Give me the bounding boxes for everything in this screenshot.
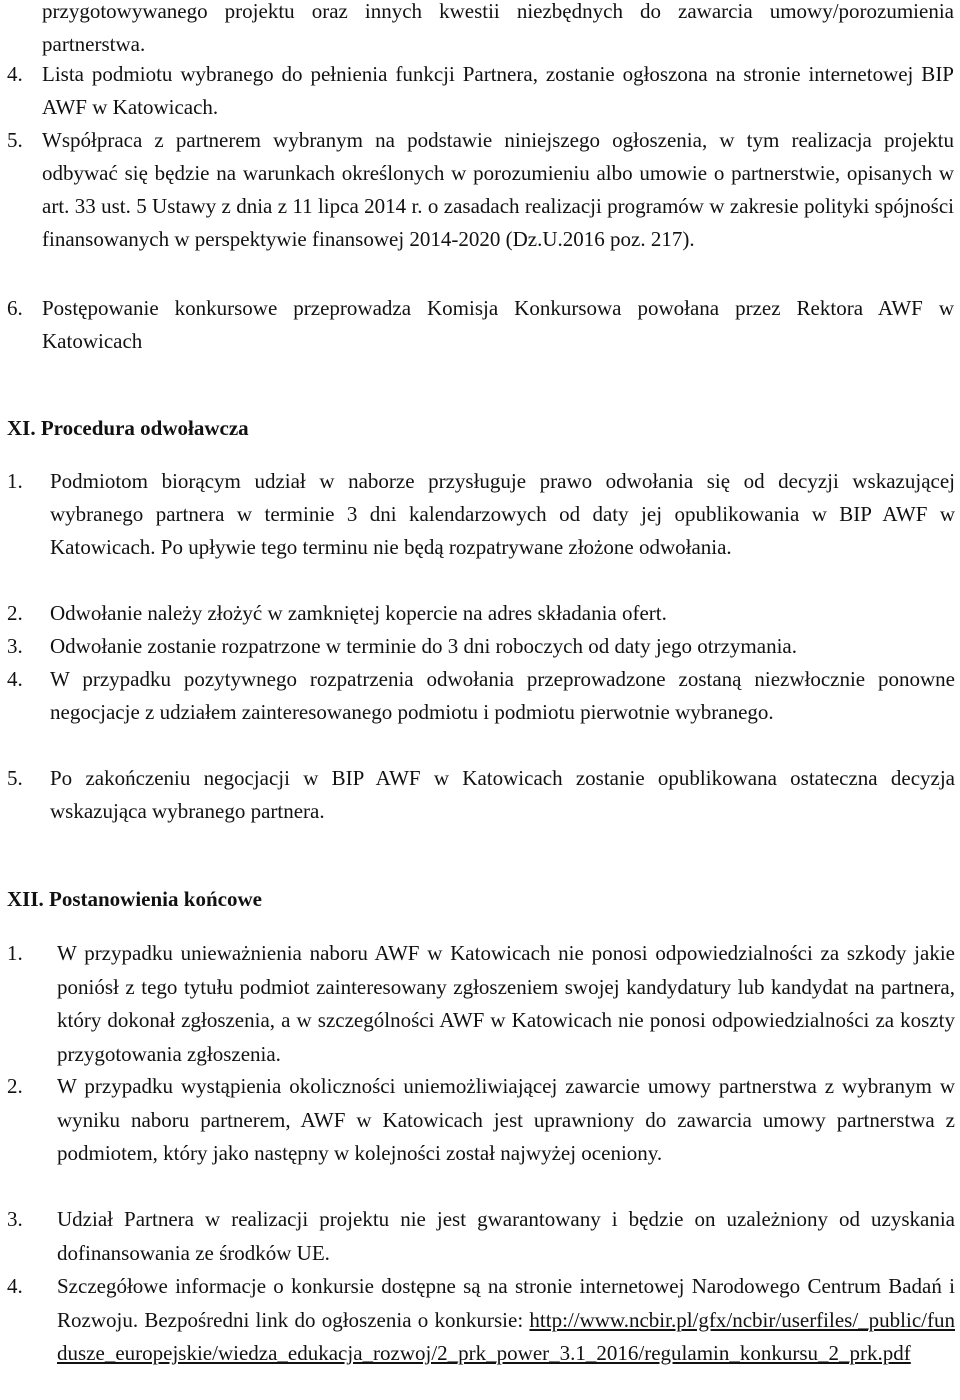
item-number: 2. [7,1074,23,1098]
item-text: Odwołanie zostanie rozpatrzone w terminie do 3 dni roboczych od daty jego otrzymania. [50,634,797,658]
section-heading: XI. Procedura odwoławcza [7,416,249,440]
item-number: 5. [7,766,23,790]
item-text: Podmiotom biorącym udział w naborze przysługuje prawo odwołania się od decyzji wskazującej wybranego partnera w terminie 3 dni kalendarzowych od daty jej opublikowania w BIP AWF w Katowicach. Po upływie tego terminu nie będą rozpatrywane złożone odwołania. [50,469,955,559]
item-number: 1. [7,469,23,493]
item-text: W przypadku unieważnienia naboru AWF w Katowicach nie ponosi odpowiedzialności za szkody jakie poniósł z tego tytułu podmiot zainteresowany zgłoszeniem swojej kandydatury lub kandydat na partnera, który dokonał zgłoszenia, a w szczególności AWF w Katowicach nie ponosi odpowiedzialności za koszty przygotowania zgłoszenia. [57,941,955,1066]
item-number: 1. [7,941,23,965]
item-text: Szczegółowe informacje o konkursie dostępne są na stronie internetowej Narodowego Centrum Badań i Rozwoju. Bezpośredni link do ogłoszenia o konkursie: [57,1274,955,1332]
paragraph-continuation: przygotowywanego projektu oraz innych kwestii niezbędnych do zawarcia umowy/porozumienia partnerstwa. [42,0,954,56]
item-text: Postępowanie konkursowe przeprowadza Komisja Konkursowa powołana przez Rektora AWF w Katowicach [42,296,954,353]
item-text-block [57,1270,955,1371]
item-text: Odwołanie należy złożyć w zamkniętej kopercie na adres składania ofert. [50,601,667,625]
item-text: Po zakończeniu negocjacji w BIP AWF w Katowicach zostanie opublikowana ostateczna decyzja wskazująca wybranego partnera. [50,766,955,823]
item-text: Lista podmiotu wybranego do pełnienia funkcji Partnera, zostanie ogłoszona na stronie internetowej BIP AWF w Katowicach. [42,62,954,119]
item-text: Udział Partnera w realizacji projektu nie jest gwarantowany i będzie on uzależniony od uzyskania dofinansowania ze środków UE. [57,1207,955,1265]
section-heading: XII. Postanowienia końcowe [7,887,262,911]
item-text: W przypadku pozytywnego rozpatrzenia odwołania przeprowadzone zostaną niezwłocznie ponowne negocjacje z udziałem zainteresowanego podmiotu i podmiotu pierwotnie wybranego. [50,667,955,724]
item-number: 4. [7,62,23,86]
item-number: 3. [7,634,23,658]
item-number: 5. [7,128,23,152]
item-number: 4. [7,1274,23,1298]
item-number: 3. [7,1207,23,1231]
regulations-link[interactable]: http://www.ncbir.pl/gfx/ncbir/userfiles/_public/fundusze_europejskie/wiedza_edukacja_rozwoj/2_prk_power_3.1_2016/regulamin_konkursu_2_prk.pdf [57,1307,955,1366]
item-number: 2. [7,601,23,625]
item-number: 6. [7,296,23,320]
item-number: 4. [7,667,23,691]
item-text: Współpraca z partnerem wybranym na podstawie niniejszego ogłoszenia, w tym realizacja projektu odbywać się będzie na warunkach określonych w porozumieniu albo umowie o partnerstwie, opisanych w art. 33 ust. 5 Ustawy z dnia z 11 lipca 2014 r. o zasadach realizacji programów w zakresie polityki spójności finansowanych w perspektywie finansowej 2014-2020 (Dz.U.2016 poz. 217). [42,128,954,251]
item-text: W przypadku wystąpienia okoliczności uniemożliwiającej zawarcie umowy partnerstwa z wybranym w wyniku naboru partnerem, AWF w Katowicach jest uprawniony do zawarcia umowy partnerstwa z podmiotem, który jako następny w kolejności został najwyżej oceniony. [57,1074,955,1166]
